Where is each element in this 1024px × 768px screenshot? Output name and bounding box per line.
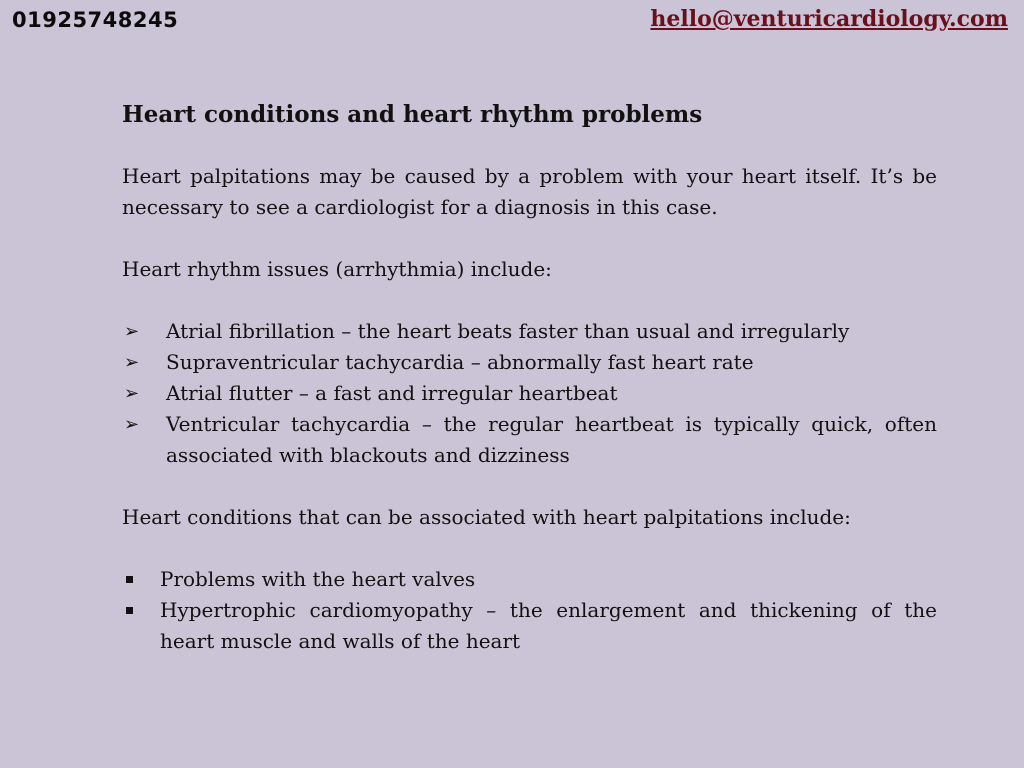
- arrow-bullet-icon: ➢: [124, 414, 140, 435]
- arrow-bullet-icon: ➢: [124, 383, 140, 404]
- list-item: [122, 595, 937, 657]
- intro-paragraph: Heart palpitations may be caused by a problem with your heart itself. It’s be necessary to see a cardiologist for a diagnosis in this case.: [122, 164, 937, 219]
- list-item-text: Atrial fibrillation – the heart beats faster than usual and irregularly: [166, 319, 850, 343]
- list-item-text: Hypertrophic cardiomyopathy – the enlargement and thickening of the heart muscle and walls of the heart: [160, 598, 937, 653]
- rhythm-intro: Heart rhythm issues (arrhythmia) include:: [122, 257, 552, 281]
- square-bullet-icon: [126, 576, 133, 583]
- rhythm-list: [122, 316, 937, 471]
- arrow-bullet-icon: ➢: [124, 321, 140, 342]
- main-content: [122, 98, 937, 688]
- list-item: [122, 378, 937, 409]
- list-item: [122, 347, 937, 378]
- email-link[interactable]: hello@venturicardiology.com: [650, 6, 1008, 32]
- square-bullet-icon: [126, 607, 133, 614]
- arrow-bullet-icon: ➢: [124, 352, 140, 373]
- list-item: [122, 409, 937, 471]
- phone-number[interactable]: 01925748245: [12, 8, 179, 32]
- list-item-text: Problems with the heart valves: [160, 567, 476, 591]
- conditions-intro: Heart conditions that can be associated with heart palpitations include:: [122, 505, 851, 529]
- conditions-list: [122, 564, 937, 657]
- list-item-text: Atrial flutter – a fast and irregular heartbeat: [166, 381, 618, 405]
- page-title: Heart conditions and heart rhythm problems: [122, 101, 703, 128]
- list-item: [122, 564, 937, 595]
- header-bar: [0, 0, 1024, 40]
- list-item: [122, 316, 937, 347]
- list-item-text: Ventricular tachycardia – the regular heartbeat is typically quick, often associated with blackouts and dizziness: [166, 412, 937, 467]
- list-item-text: Supraventricular tachycardia – abnormally fast heart rate: [166, 350, 754, 374]
